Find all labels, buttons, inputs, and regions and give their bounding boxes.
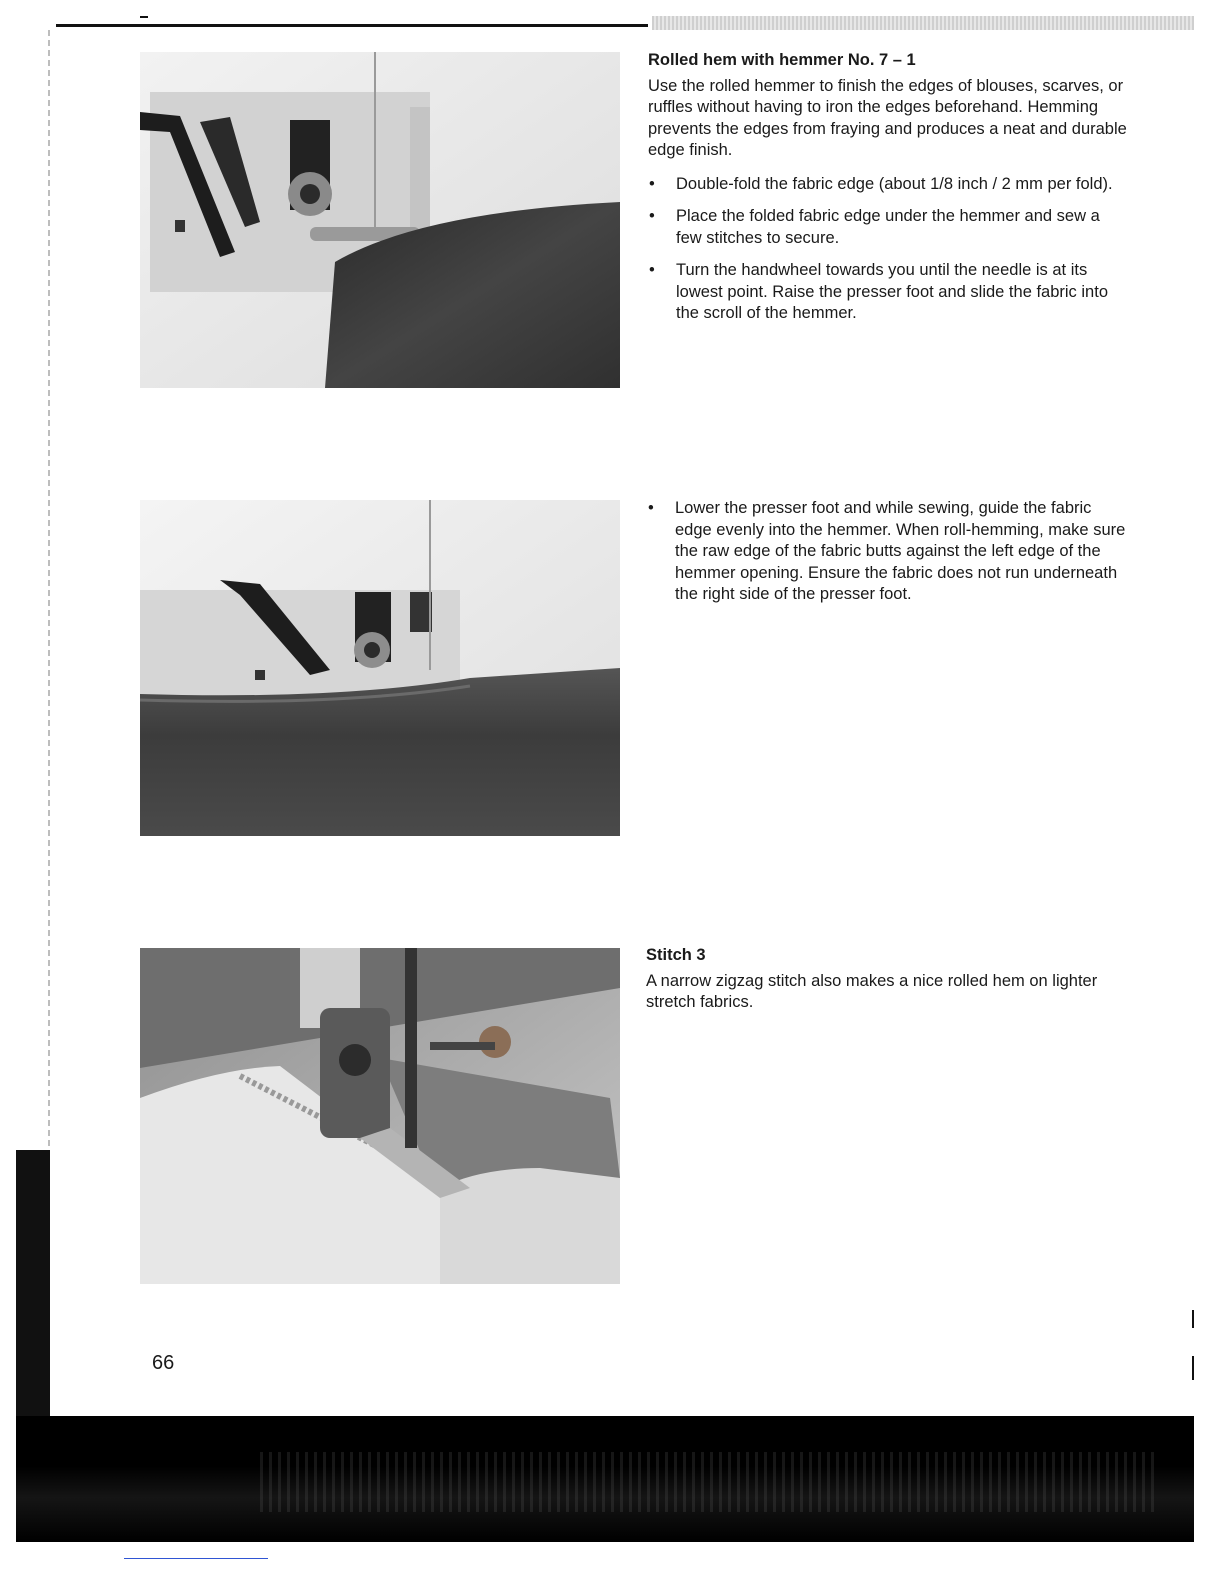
- list-item: • Place the folded fabric edge under the hemmer and sew a few stitches to secure.: [648, 206, 1128, 249]
- header-rule-tick: [140, 16, 148, 18]
- spine-shadow: [16, 1150, 50, 1420]
- section-heading-rolled-hem: Rolled hem with hemmer No. 7 – 1: [648, 51, 916, 69]
- list-item: • Lower the presser foot and while sewing, guide the fabric edge evenly into the hemmer. When roll-hemming, make sure the raw edge of the fabric butts against the left edge of the hemmer opening. Ensure the fabric does not run underneath the right side of the presser foot.: [647, 498, 1127, 606]
- stitch-3-paragraph: A narrow zigzag stitch also makes a nice rolled hem on lighter stretch fabrics.: [646, 971, 1098, 1011]
- section-hemming-guide: [647, 486, 1127, 617]
- right-edge-mark: [1192, 1310, 1194, 1328]
- intro-paragraph: Use the rolled hemmer to finish the edges of blouses, scarves, or ruffles without having to iron the edges beforehand. Hemming prevents the edges from fraying and produces a neat and durable edge finish.: [648, 76, 1127, 159]
- right-edge-mark: [1192, 1356, 1194, 1380]
- page-number: 66: [152, 1352, 175, 1374]
- step-list-1: [648, 174, 1128, 325]
- bottom-scan-texture: [260, 1452, 1160, 1512]
- step-list-2: [647, 498, 1127, 606]
- photo-zigzag-rolled-hem: [140, 948, 620, 1284]
- section-heading-stitch-3: Stitch 3: [646, 946, 706, 964]
- photo-hemmer-setup: [140, 52, 620, 388]
- list-item: • Turn the handwheel towards you until the needle is at its lowest point. Raise the presser foot and slide the fabric into the scroll of the hemmer.: [648, 260, 1128, 325]
- header-rule: [56, 24, 648, 27]
- section-stitch-3: [646, 945, 1116, 1014]
- header-band: [652, 16, 1194, 30]
- list-item: • Double-fold the fabric edge (about 1/8 inch / 2 mm per fold).: [648, 174, 1128, 196]
- section-rolled-hem: [648, 50, 1128, 336]
- bottom-link-line: [124, 1558, 268, 1559]
- photo-hemming-in-progress: [140, 500, 620, 836]
